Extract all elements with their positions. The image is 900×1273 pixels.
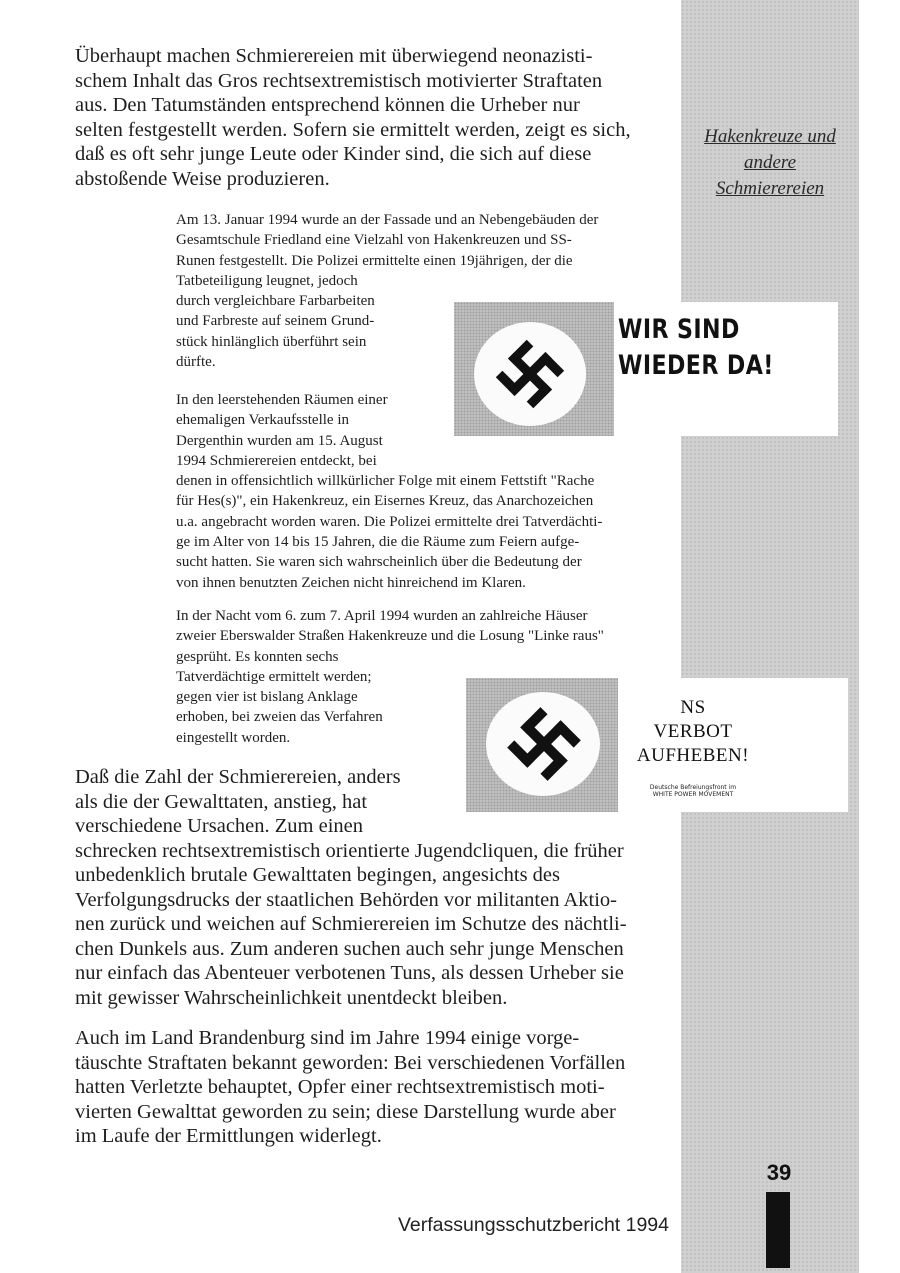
text-line: eingestellt worden. [176,729,291,746]
text-line: von ihnen benutzten Zeichen nicht hinreichend im Klaren. [176,574,526,591]
text-line: hatten Verletzte behauptet, Opfer einer rechtsextremistisch moti- [75,1076,605,1098]
text-line: Verfolgungsdrucks der staatlichen Behörden vor militanten Aktio- [75,888,617,911]
figure-caption-line: AUFHEBEN! [636,745,750,766]
text-line: Gesamtschule Friedland eine Vielzahl von Hakenkreuzen und SS- [176,232,572,249]
margin-heading-line: andere [743,152,797,173]
swastika-icon [502,702,586,786]
text-line: In den leerstehenden Räumen einer [176,392,388,408]
text-line: durch vergleichbare Farbarbeiten [176,293,375,310]
text-line: ge im Alter von 14 bis 15 Jahren, die die Räume zum Feiern aufge- [176,534,580,551]
page-number: 39 [766,1160,792,1185]
text-line: Runen festgestellt. Die Polizei ermittelte einen 19jährigen, der die [176,252,573,269]
page-marker-bar [766,1192,790,1268]
text-line: denen in offensichtlich willkürlicher Folge mit einem Fettstift "Rache [176,473,595,490]
text-line: stück hinlänglich überführt sein [176,333,367,350]
text-line: Überhaupt machen Schmierereien mit überwiegend neonazisti- [75,45,593,67]
text-line: erhoben, bei zweien das Verfahren [176,709,383,726]
text-line: und Farbreste auf seinem Grund- [176,313,375,330]
text-line: u.a. angebracht worden waren. Die Polizei ermittelte drei Tatverdächti- [176,513,603,530]
margin-heading [681,124,859,202]
text-line: daß es oft sehr junge Leute oder Kinder sind, die sich auf diese [75,143,592,165]
text-line: abstoßende Weise produzieren. [75,167,330,190]
footer-title: Verfassungsschutzbericht 1994 [398,1214,670,1236]
text-line: Dergenthin wurden am 15. August [176,432,383,449]
text-line: täuschte Straftaten bekannt geworden: Bei verschiedenen Vorfällen [75,1051,626,1074]
text-line: gegen vier ist bislang Anklage [176,689,358,706]
text-line: Am 13. Januar 1994 wurde an der Fassade und an Nebengebäuden der [176,212,599,228]
text-line: aus. Den Tatumständen entsprechend können die Urheber nur [75,94,580,116]
text-line: vierten Gewalttat geworden zu sein; diese Darstellung wurde aber [75,1100,616,1123]
figure-caption-line: NS [680,697,706,718]
margin-heading-line: Schmierereien [715,178,825,199]
text-line: für Hes(s)", ein Hakenkreuz, ein Eisernes Kreuz, das Anarchozeichen [176,493,594,510]
text-line: dürfte. [176,354,216,371]
text-line: In der Nacht vom 6. zum 7. April 1994 wurden an zahlreiche Häuser [176,608,588,624]
text-line: sucht hatten. Sie waren sich wahrscheinlich über die Bedeutung der [176,554,582,571]
figure-caption-line: WIR SIND [618,314,740,345]
figure-caption-line: VERBOT [653,721,733,742]
text-line: selten festgestellt werden. Sofern sie ermittelt werden, zeigt es sich, [75,118,631,141]
figure-graffiti-wir-sind-wieder-da [444,302,838,436]
text-line: gesprüht. Es konnten sechs [176,648,339,665]
figure-caption [618,696,768,768]
text-line: mit gewisser Wahrscheinlichkeit unentdeckt bleiben. [75,986,508,1009]
text-line: Daß die Zahl der Schmierereien, anders [75,766,401,788]
margin-heading-line: Hakenkreuze und [704,126,836,147]
text-line: verschiedene Ursachen. Zum einen [75,815,364,837]
text-line: Tatverdächtige ermittelt werden; [176,668,372,685]
text-line: chen Dunkels aus. Zum anderen suchen auch sehr junge Menschen [75,937,624,960]
figure-small-print [618,784,768,798]
text-line: ehemaligen Verkaufsstelle in [176,412,349,429]
small-print-line: Deutsche Befreiungsfront im [649,784,737,791]
paragraph-fake-crimes [75,1026,625,1149]
text-line: zweier Eberswalder Straßen Hakenkreuze und die Losung "Linke raus" [176,628,604,645]
text-line: im Laufe der Ermittlungen widerlegt. [75,1125,382,1147]
text-line: unbedenklich brutale Gewalttaten begingen, angesichts des [75,864,561,886]
figure-ns-verbot-aufheben [466,678,848,812]
text-line: nen zurück und weichen auf Schmierereien im Schutze des nächtli- [75,913,627,935]
text-line: schrecken rechtsextremistisch orientierte Jugendcliquen, die früher [75,839,624,862]
text-line: Auch im Land Brandenburg sind im Jahre 1994 einige vorge- [75,1027,580,1049]
swastika-icon [491,335,569,413]
small-print-line: WHITE POWER MOVEMENT [652,791,734,798]
text-line: schem Inhalt das Gros rechtsextremistisch motivierter Straftaten [75,69,603,92]
paragraph-intro [75,44,631,191]
figure-caption-line: WIEDER DA! [618,350,774,381]
text-line: als die der Gewalttaten, anstieg, hat [75,790,368,813]
text-line: 1994 Schmierereien entdeckt, bei [176,452,377,469]
figure-caption [618,312,774,384]
text-line: Tatbeteiligung leugnet, jedoch [176,272,358,289]
text-line: nur einfach das Abenteuer verbotenen Tuns, als dessen Urheber sie [75,962,624,984]
